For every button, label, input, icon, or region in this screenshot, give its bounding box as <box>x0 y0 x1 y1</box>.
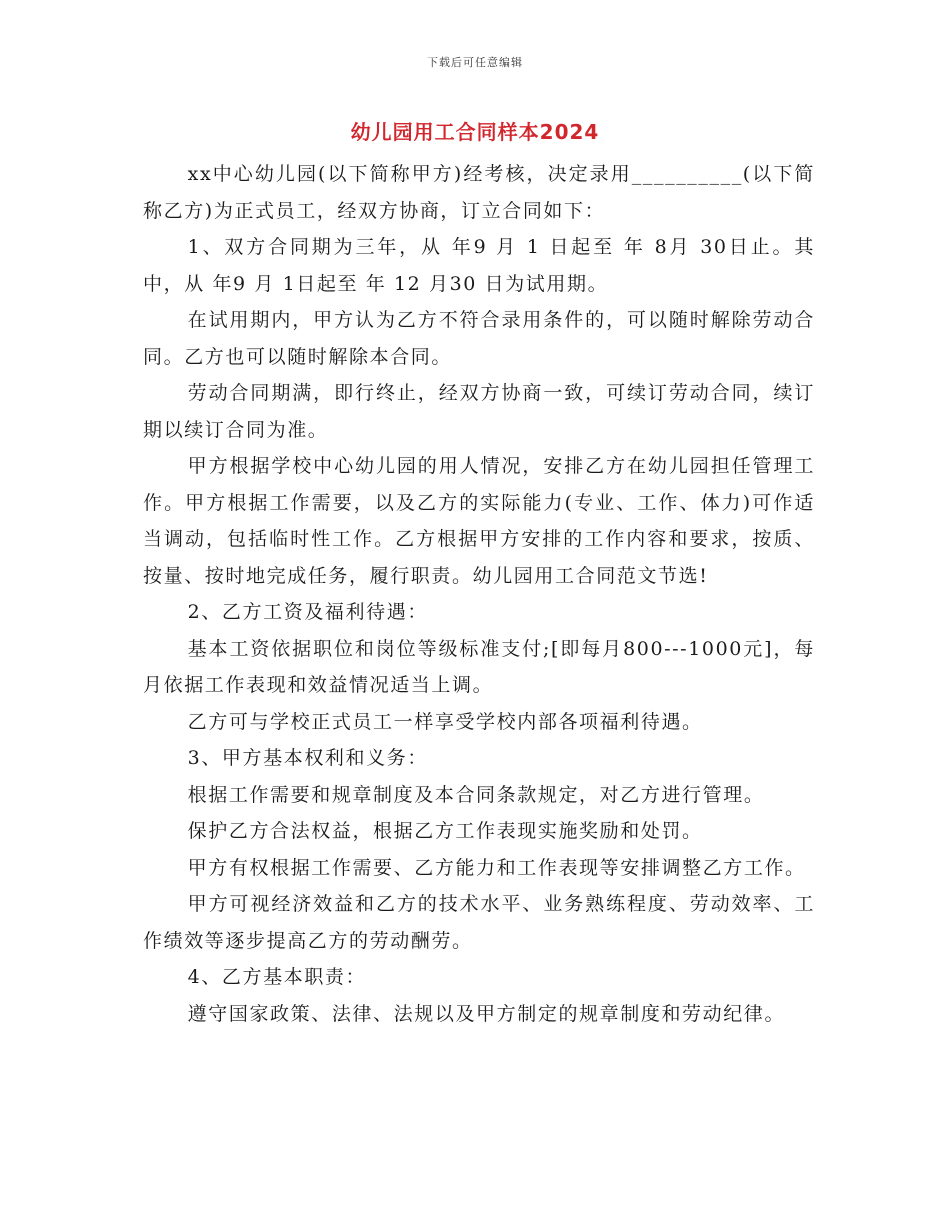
paragraph-protection: 保护乙方合法权益，根据乙方工作表现实施奖励和处罚。 <box>187 820 703 842</box>
paragraph-renewal: 劳动合同期满，即行终止，经双方协商一致，可续订劳动合同，续订期以续订合同为准。 <box>143 382 815 441</box>
paragraph-management: 根据工作需要和规章制度及本合同条款规定，对乙方进行管理。 <box>187 783 765 806</box>
document-body <box>143 156 815 1032</box>
section-heading-employer-rights: 3、甲方基本权利和义务： <box>187 747 428 769</box>
paragraph-compliance: 遵守国家政策、法律、法规以及甲方制定的规章制度和劳动纪律。 <box>187 1002 786 1025</box>
section-heading-employee-duties: 4、乙方基本职责： <box>187 966 367 988</box>
paragraph-probation: 在试用期内，甲方认为乙方不符合录用条件的，可以随时解除劳动合同。乙方也可以随时解除本合同。 <box>143 309 815 368</box>
paragraph-adjustment: 甲方有权根据工作需要、乙方能力和工作表现等安排调整乙方工作。 <box>187 856 806 879</box>
document-title: 幼儿园用工合同样本2024 <box>350 120 600 144</box>
paragraph-duties-assignment: 甲方根据学校中心幼儿园的用人情况，安排乙方在幼儿园担任管理工作。甲方根据工作需要，以及乙方的实际能力(专业、工作、体力)可作适当调动，包括临时性工作。乙方根据甲方安排的工作内容和要求，按质、按量、按时地完成任务，履行职责。幼儿园用工合同范文节选! <box>143 455 815 587</box>
paragraph-pay-raise: 甲方可视经济效益和乙方的技术水平、业务熟练程度、劳动效率、工作绩效等逐步提高乙方的劳动酬劳。 <box>143 893 815 952</box>
paragraph-benefits: 乙方可与学校正式员工一样享受学校内部各项福利待遇。 <box>187 710 703 733</box>
header-note: 下载后可任意编辑 <box>427 56 523 69</box>
paragraph-base-salary: 基本工资依据职位和岗位等级标准支付;[即每月800---1000元]，每月依据工作表现和效益情况适当上调。 <box>143 637 815 696</box>
paragraph-intro: xx中心幼儿园(以下简称甲方)经考核，决定录用__________(以下简称乙方)为正式员工，经双方协商，订立合同如下： <box>143 163 815 222</box>
section-heading-salary: 2、乙方工资及福利待遇： <box>187 601 428 623</box>
paragraph-contract-term: 1、双方合同期为三年，从 年9 月 1 日起至 年 8月 30日止。其中，从 年9 月 1日起至 年 12 月30 日为试用期。 <box>143 236 815 295</box>
